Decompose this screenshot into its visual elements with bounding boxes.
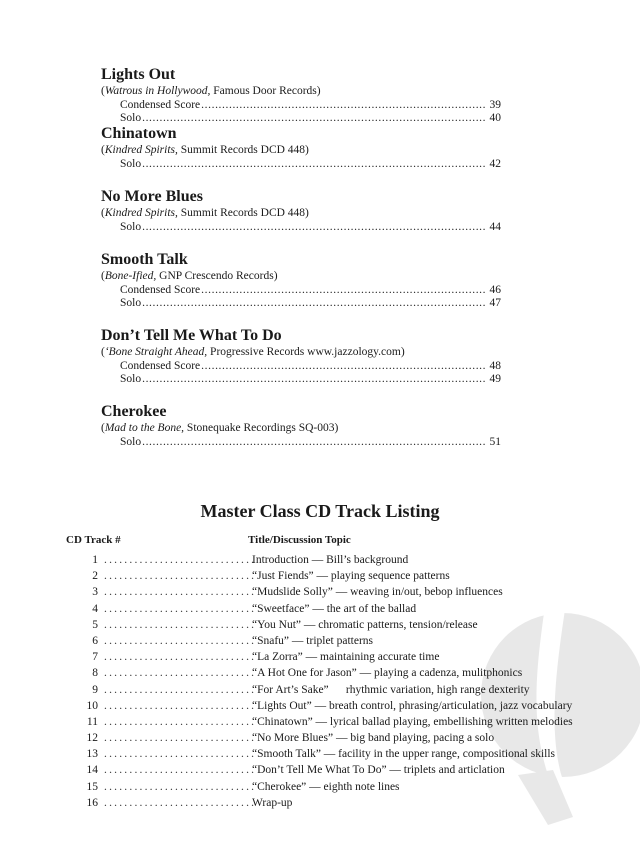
track-row [60,584,620,600]
dot-leader [104,795,254,811]
album-name: Kindred Spirits, [104,207,178,219]
dot-leader [104,762,254,778]
dot-leader [142,436,486,449]
dot-leader [104,633,254,649]
toc-entry [101,297,501,310]
song-title: Lights Out [101,66,176,83]
song-source: (Mad to the Bone, Stonequake Recordings SQ-003) [101,422,339,434]
track-row [60,601,620,617]
dot-leader [201,360,486,373]
dot-leader [104,730,254,746]
dot-leader [142,297,486,310]
dot-leader [142,158,486,171]
track-row [60,779,620,795]
track-number: 12 [86,732,98,745]
record-label: Famous Door Records) [210,85,321,97]
entry-name: Solo [120,221,142,233]
dot-leader [142,221,486,234]
track-description: “For Art’s Sake” rhythmic variation, high range dexterity [252,683,530,696]
dot-leader [104,601,254,617]
toc-entry [101,360,501,373]
track-row [60,746,620,762]
song-source: (Bone-Ified, GNP Crescendo Records) [101,270,278,282]
track-number: 16 [86,796,98,809]
album-name: ‘Bone Straight Ahead, [104,346,208,358]
entry-name: Condensed Score [120,360,201,372]
page-number: 42 [489,158,501,170]
track-description: “Lights Out” — breath control, phrasing/articulation, jazz vocabulary [252,699,573,712]
record-label: GNP Crescendo Records) [156,270,278,282]
song-source: (Kindred Spirits, Summit Records DCD 448) [101,144,309,156]
track-description: “Smooth Talk” — facility in the upper range, compositional skills [252,748,556,761]
track-number: 8 [92,667,98,680]
dot-leader [104,568,254,584]
page-number: 40 [489,112,501,124]
track-number: 15 [86,780,98,793]
album-name: Bone-Ified, [104,270,157,282]
dot-leader [104,698,254,714]
album-name: Watrous in Hollywood, [104,85,211,97]
song-entry [101,403,501,449]
track-description: Introduction — Bill’s background [252,554,409,566]
track-row [60,795,620,811]
track-row [60,682,620,698]
track-row [60,762,620,778]
track-row [60,665,620,681]
track-description: “No More Blues” — big band playing, pacing a solo [252,732,495,745]
page-number: 44 [489,221,501,233]
toc-entry [101,373,501,386]
track-number: 2 [92,570,98,583]
track-number: 6 [92,634,98,647]
page-number: 51 [489,436,501,448]
dot-leader [104,682,254,698]
song-source: (Watrous in Hollywood, Famous Door Records) [101,85,321,97]
song-entry [101,251,501,310]
song-title: Smooth Talk [101,251,188,268]
song-title: No More Blues [101,188,203,205]
track-row [60,649,620,665]
dot-leader [104,584,254,600]
toc-entry [101,112,501,125]
track-description: “Snafu” — triplet patterns [252,634,374,647]
song-source: (Kindred Spirits, Summit Records DCD 448) [101,207,309,219]
record-label: Progressive Records www.jazzology.com) [207,346,405,358]
song-entry [101,125,501,171]
song-title: Chinatown [101,125,177,142]
album-name: Mad to the Bone, [104,422,185,434]
track-number: 9 [92,683,98,696]
track-description: “Chinatown” — lyrical ballad playing, embellishing written melodies [252,715,573,728]
column-header-track: CD Track # [66,534,121,546]
track-description: “Just Fiends” — playing sequence patterns [252,570,450,583]
track-list [60,552,620,811]
track-description: “A Hot One for Jason” — playing a cadenza, mulitphonics [252,667,523,680]
track-number: 4 [92,602,98,615]
entry-name: Condensed Score [120,99,201,111]
dot-leader [104,714,254,730]
page-number: 49 [489,373,501,385]
track-row [60,617,620,633]
track-description: “Mudslide Solly” — weaving in/out, bebop influences [252,586,503,599]
track-number: 14 [86,764,98,777]
toc-entry [101,158,501,171]
track-description: “Cherokee” — eighth note lines [252,780,400,793]
page-number: 47 [489,297,501,309]
column-header-title: Title/Discussion Topic [248,534,351,546]
dot-leader [142,373,486,386]
song-source: (‘Bone Straight Ahead, Progressive Records www.jazzology.com) [101,346,405,358]
toc-entry [101,284,501,297]
track-row [60,698,620,714]
track-row [60,730,620,746]
track-number: 1 [92,554,98,566]
track-row [60,552,620,568]
record-label: Stonequake Recordings SQ-003) [184,422,339,434]
entry-name: Solo [120,373,142,385]
album-name: Kindred Spirits, [104,144,178,156]
dot-leader [104,552,254,568]
track-number: 13 [86,748,98,761]
track-number: 11 [86,715,98,728]
toc-entry [101,436,501,449]
track-description: “Sweetface” — the art of the ballad [252,602,417,615]
track-description: “You Nut” — chromatic patterns, tension/release [252,618,478,631]
toc-entry [101,221,501,234]
track-description: “La Zorra” — maintaining accurate time [252,651,440,664]
toc-entry [101,99,501,112]
entry-name: Solo [120,436,142,448]
song-entry [101,188,501,234]
song-title: Don’t Tell Me What To Do [101,327,282,344]
song-title: Cherokee [101,403,167,420]
track-number: 10 [86,699,98,712]
dot-leader [104,746,254,762]
dot-leader [201,284,486,297]
track-row [60,633,620,649]
track-description: Wrap-up [252,796,293,809]
track-number: 7 [92,651,98,664]
track-number: 3 [92,586,98,599]
table-of-contents [101,66,501,449]
track-number: 5 [92,618,98,631]
dot-leader [104,779,254,795]
dot-leader [104,649,254,665]
track-description: “Don’t Tell Me What To Do” — triplets and articlation [252,764,505,777]
dot-leader [104,617,254,633]
entry-name: Solo [120,297,142,309]
record-label: Summit Records DCD 448) [177,144,309,156]
dot-leader [201,99,486,112]
dot-leader [142,112,486,125]
track-row [60,568,620,584]
page-number: 48 [489,360,501,372]
page-number: 46 [489,284,501,296]
dot-leader [104,665,254,681]
record-label: Summit Records DCD 448) [177,207,309,219]
entry-name: Solo [120,158,142,170]
track-row [60,714,620,730]
song-entry [101,327,501,386]
entry-name: Solo [120,112,142,124]
cd-listing-heading: Master Class CD Track Listing [200,501,440,521]
page-number: 39 [489,99,501,111]
entry-name: Condensed Score [120,284,201,296]
song-entry [101,66,501,125]
